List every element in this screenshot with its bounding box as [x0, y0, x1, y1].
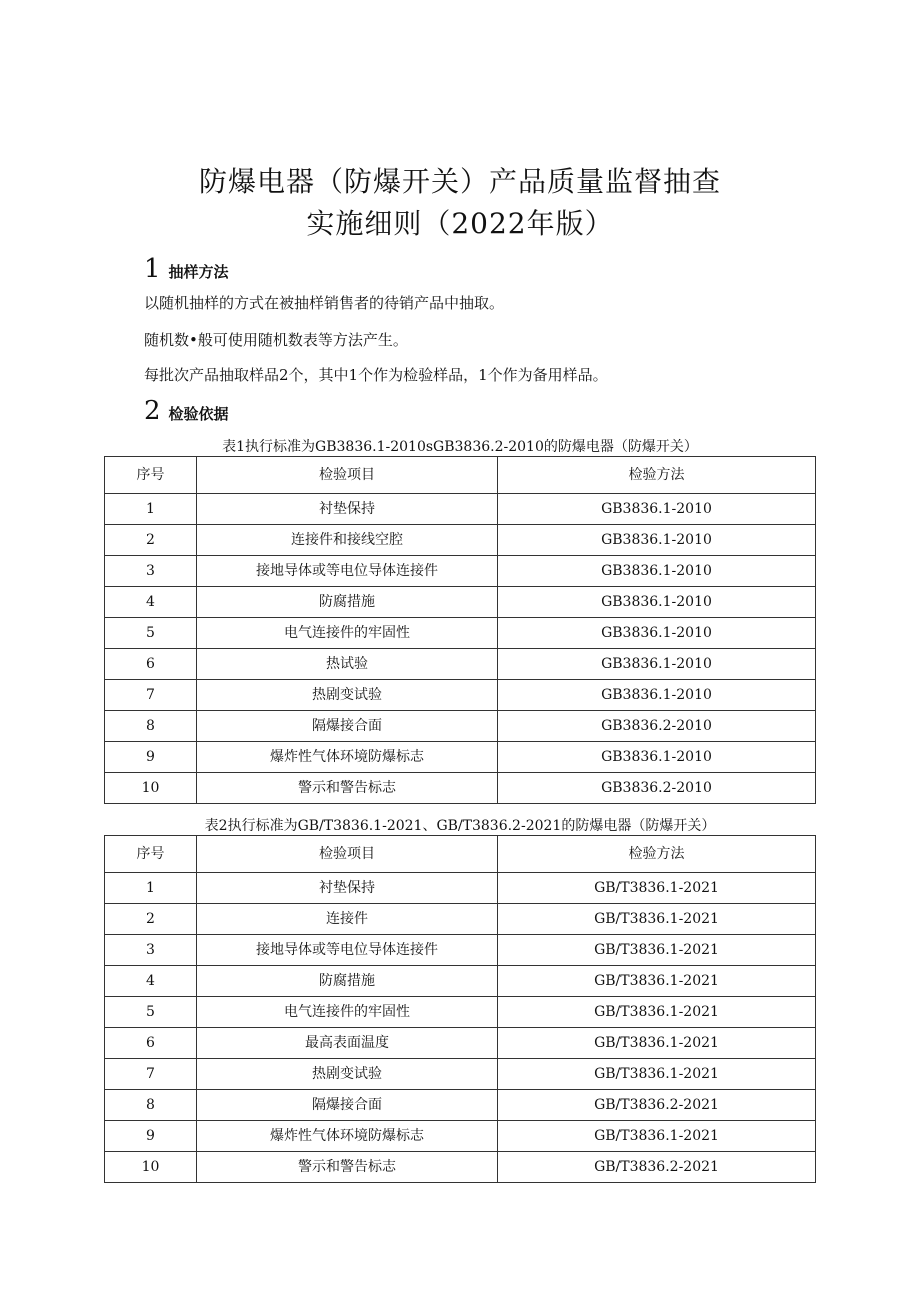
document-title-line2: 实施细则（2022年版）: [306, 207, 614, 240]
table2-cell-item: 电气连接件的牢固性: [197, 997, 498, 1028]
table-row: [105, 711, 816, 742]
table-row: [105, 1152, 816, 1183]
table1-cell-method: GB3836.1-2010: [498, 525, 816, 556]
table1-body: [105, 457, 816, 804]
table-row: [105, 935, 816, 966]
table2-cell-method: GB/T3836.1-2021: [498, 873, 816, 904]
table1-cell-index: 7: [105, 680, 197, 711]
section-1-label: 抽样方法: [168, 263, 229, 281]
table2-caption: 表2执行标准为GB/T3836.1-2021、GB/T3836.2-2021的防爆电器（防爆开关）: [204, 818, 716, 834]
table1-cell-method: GB3836.2-2010: [498, 711, 816, 742]
table-row: [105, 873, 816, 904]
table-row: [105, 587, 816, 618]
table2-cell-method: GB/T3836.1-2021: [498, 966, 816, 997]
table2-cell-method: GB/T3836.1-2021: [498, 1028, 816, 1059]
table-row: [105, 525, 816, 556]
paragraph-1: 以随机抽样的方式在被抽样销售者的待销产品中抽取。: [144, 294, 505, 312]
table1-cell-item: 热剧变试验: [197, 680, 498, 711]
table-row: [105, 680, 816, 711]
table1-cell-method: GB3836.1-2010: [498, 742, 816, 773]
table1-cell-method: GB3836.1-2010: [498, 556, 816, 587]
table1-cell-index: 3: [105, 556, 197, 587]
table1-cell-method: GB3836.2-2010: [498, 773, 816, 804]
table1-cell-index: 1: [105, 494, 197, 525]
table2-cell-item: 接地导体或等电位导体连接件: [197, 935, 498, 966]
table-row: [105, 1059, 816, 1090]
table2-cell-item: 防腐措施: [197, 966, 498, 997]
table2-cell-index: 1: [105, 873, 197, 904]
table1-cell-item: 警示和警告标志: [197, 773, 498, 804]
table2-body: [105, 836, 816, 1183]
table2-cell-index: 3: [105, 935, 197, 966]
table1-header-row: [105, 457, 816, 494]
table2-header-item: 检验项目: [197, 836, 498, 873]
table2-cell-method: GB/T3836.2-2021: [498, 1090, 816, 1121]
table1-cell-index: 2: [105, 525, 197, 556]
table2-cell-method: GB/T3836.1-2021: [498, 997, 816, 1028]
table-row: [105, 1121, 816, 1152]
table1-cell-item: 爆炸性气体环境防爆标志: [197, 742, 498, 773]
table1-cell-index: 8: [105, 711, 197, 742]
table2-cell-index: 8: [105, 1090, 197, 1121]
section-1-number: 1: [144, 254, 161, 284]
table1-cell-index: 6: [105, 649, 197, 680]
table2-cell-item: 警示和警告标志: [197, 1152, 498, 1183]
table1-cell-method: GB3836.1-2010: [498, 587, 816, 618]
table-row: [105, 1090, 816, 1121]
table1-cell-index: 9: [105, 742, 197, 773]
section-1-heading: [144, 254, 229, 284]
table-row: [105, 618, 816, 649]
table-row: [105, 742, 816, 773]
table1-cell-item: 电气连接件的牢固性: [197, 618, 498, 649]
section-2-heading: [144, 396, 229, 426]
table2-cell-item: 爆炸性气体环境防爆标志: [197, 1121, 498, 1152]
table2: [104, 835, 816, 1183]
table1-cell-item: 隔爆接合面: [197, 711, 498, 742]
table2-cell-index: 10: [105, 1152, 197, 1183]
table2-cell-item: 连接件: [197, 904, 498, 935]
table2-cell-method: GB/T3836.2-2021: [498, 1152, 816, 1183]
section-2-number: 2: [144, 396, 161, 426]
table1-cell-method: GB3836.1-2010: [498, 618, 816, 649]
table-row: [105, 1028, 816, 1059]
table2-cell-method: GB/T3836.1-2021: [498, 1059, 816, 1090]
table-row: [105, 966, 816, 997]
table1: [104, 456, 816, 804]
table1-cell-method: GB3836.1-2010: [498, 680, 816, 711]
table1-cell-method: GB3836.1-2010: [498, 649, 816, 680]
table2-cell-index: 6: [105, 1028, 197, 1059]
table1-cell-item: 连接件和接线空腔: [197, 525, 498, 556]
table2-cell-index: 5: [105, 997, 197, 1028]
table1-cell-item: 衬垫保持: [197, 494, 498, 525]
table1-cell-index: 4: [105, 587, 197, 618]
table2-header-method: 检验方法: [498, 836, 816, 873]
table-row: [105, 556, 816, 587]
table2-cell-index: 9: [105, 1121, 197, 1152]
table-row: [105, 494, 816, 525]
table1-header-index: 序号: [105, 457, 197, 494]
table2-cell-item: 隔爆接合面: [197, 1090, 498, 1121]
table2-header-row: [105, 836, 816, 873]
table2-cell-index: 2: [105, 904, 197, 935]
table2-cell-item: 最高表面温度: [197, 1028, 498, 1059]
table-row: [105, 649, 816, 680]
table-row: [105, 773, 816, 804]
table-row: [105, 997, 816, 1028]
table2-cell-item: 热剧变试验: [197, 1059, 498, 1090]
table1-caption: 表1执行标准为GB3836.1-2010sGB3836.2-2010的防爆电器（防爆开关）: [222, 439, 698, 455]
table2-cell-method: GB/T3836.1-2021: [498, 904, 816, 935]
table1-cell-item: 防腐措施: [197, 587, 498, 618]
table-row: [105, 904, 816, 935]
paragraph-2: 随机数•般可使用随机数表等方法产生。: [144, 331, 408, 349]
section-2-label: 检验依据: [168, 405, 229, 423]
table1-header-item: 检验项目: [197, 457, 498, 494]
document-title-line1: 防爆电器（防爆开关）产品质量监督抽查: [198, 165, 721, 198]
table2-cell-index: 7: [105, 1059, 197, 1090]
table1-cell-item: 接地导体或等电位导体连接件: [197, 556, 498, 587]
table1-cell-item: 热试验: [197, 649, 498, 680]
table1-cell-index: 10: [105, 773, 197, 804]
table2-header-index: 序号: [105, 836, 197, 873]
table2-cell-index: 4: [105, 966, 197, 997]
table2-cell-method: GB/T3836.1-2021: [498, 935, 816, 966]
table1-cell-method: GB3836.1-2010: [498, 494, 816, 525]
table1-cell-index: 5: [105, 618, 197, 649]
paragraph-3: 每批次产品抽取样品2个，其中1个作为检验样品，1个作为备用样品。: [144, 366, 608, 384]
table2-cell-method: GB/T3836.1-2021: [498, 1121, 816, 1152]
table2-cell-item: 衬垫保持: [197, 873, 498, 904]
table1-header-method: 检验方法: [498, 457, 816, 494]
